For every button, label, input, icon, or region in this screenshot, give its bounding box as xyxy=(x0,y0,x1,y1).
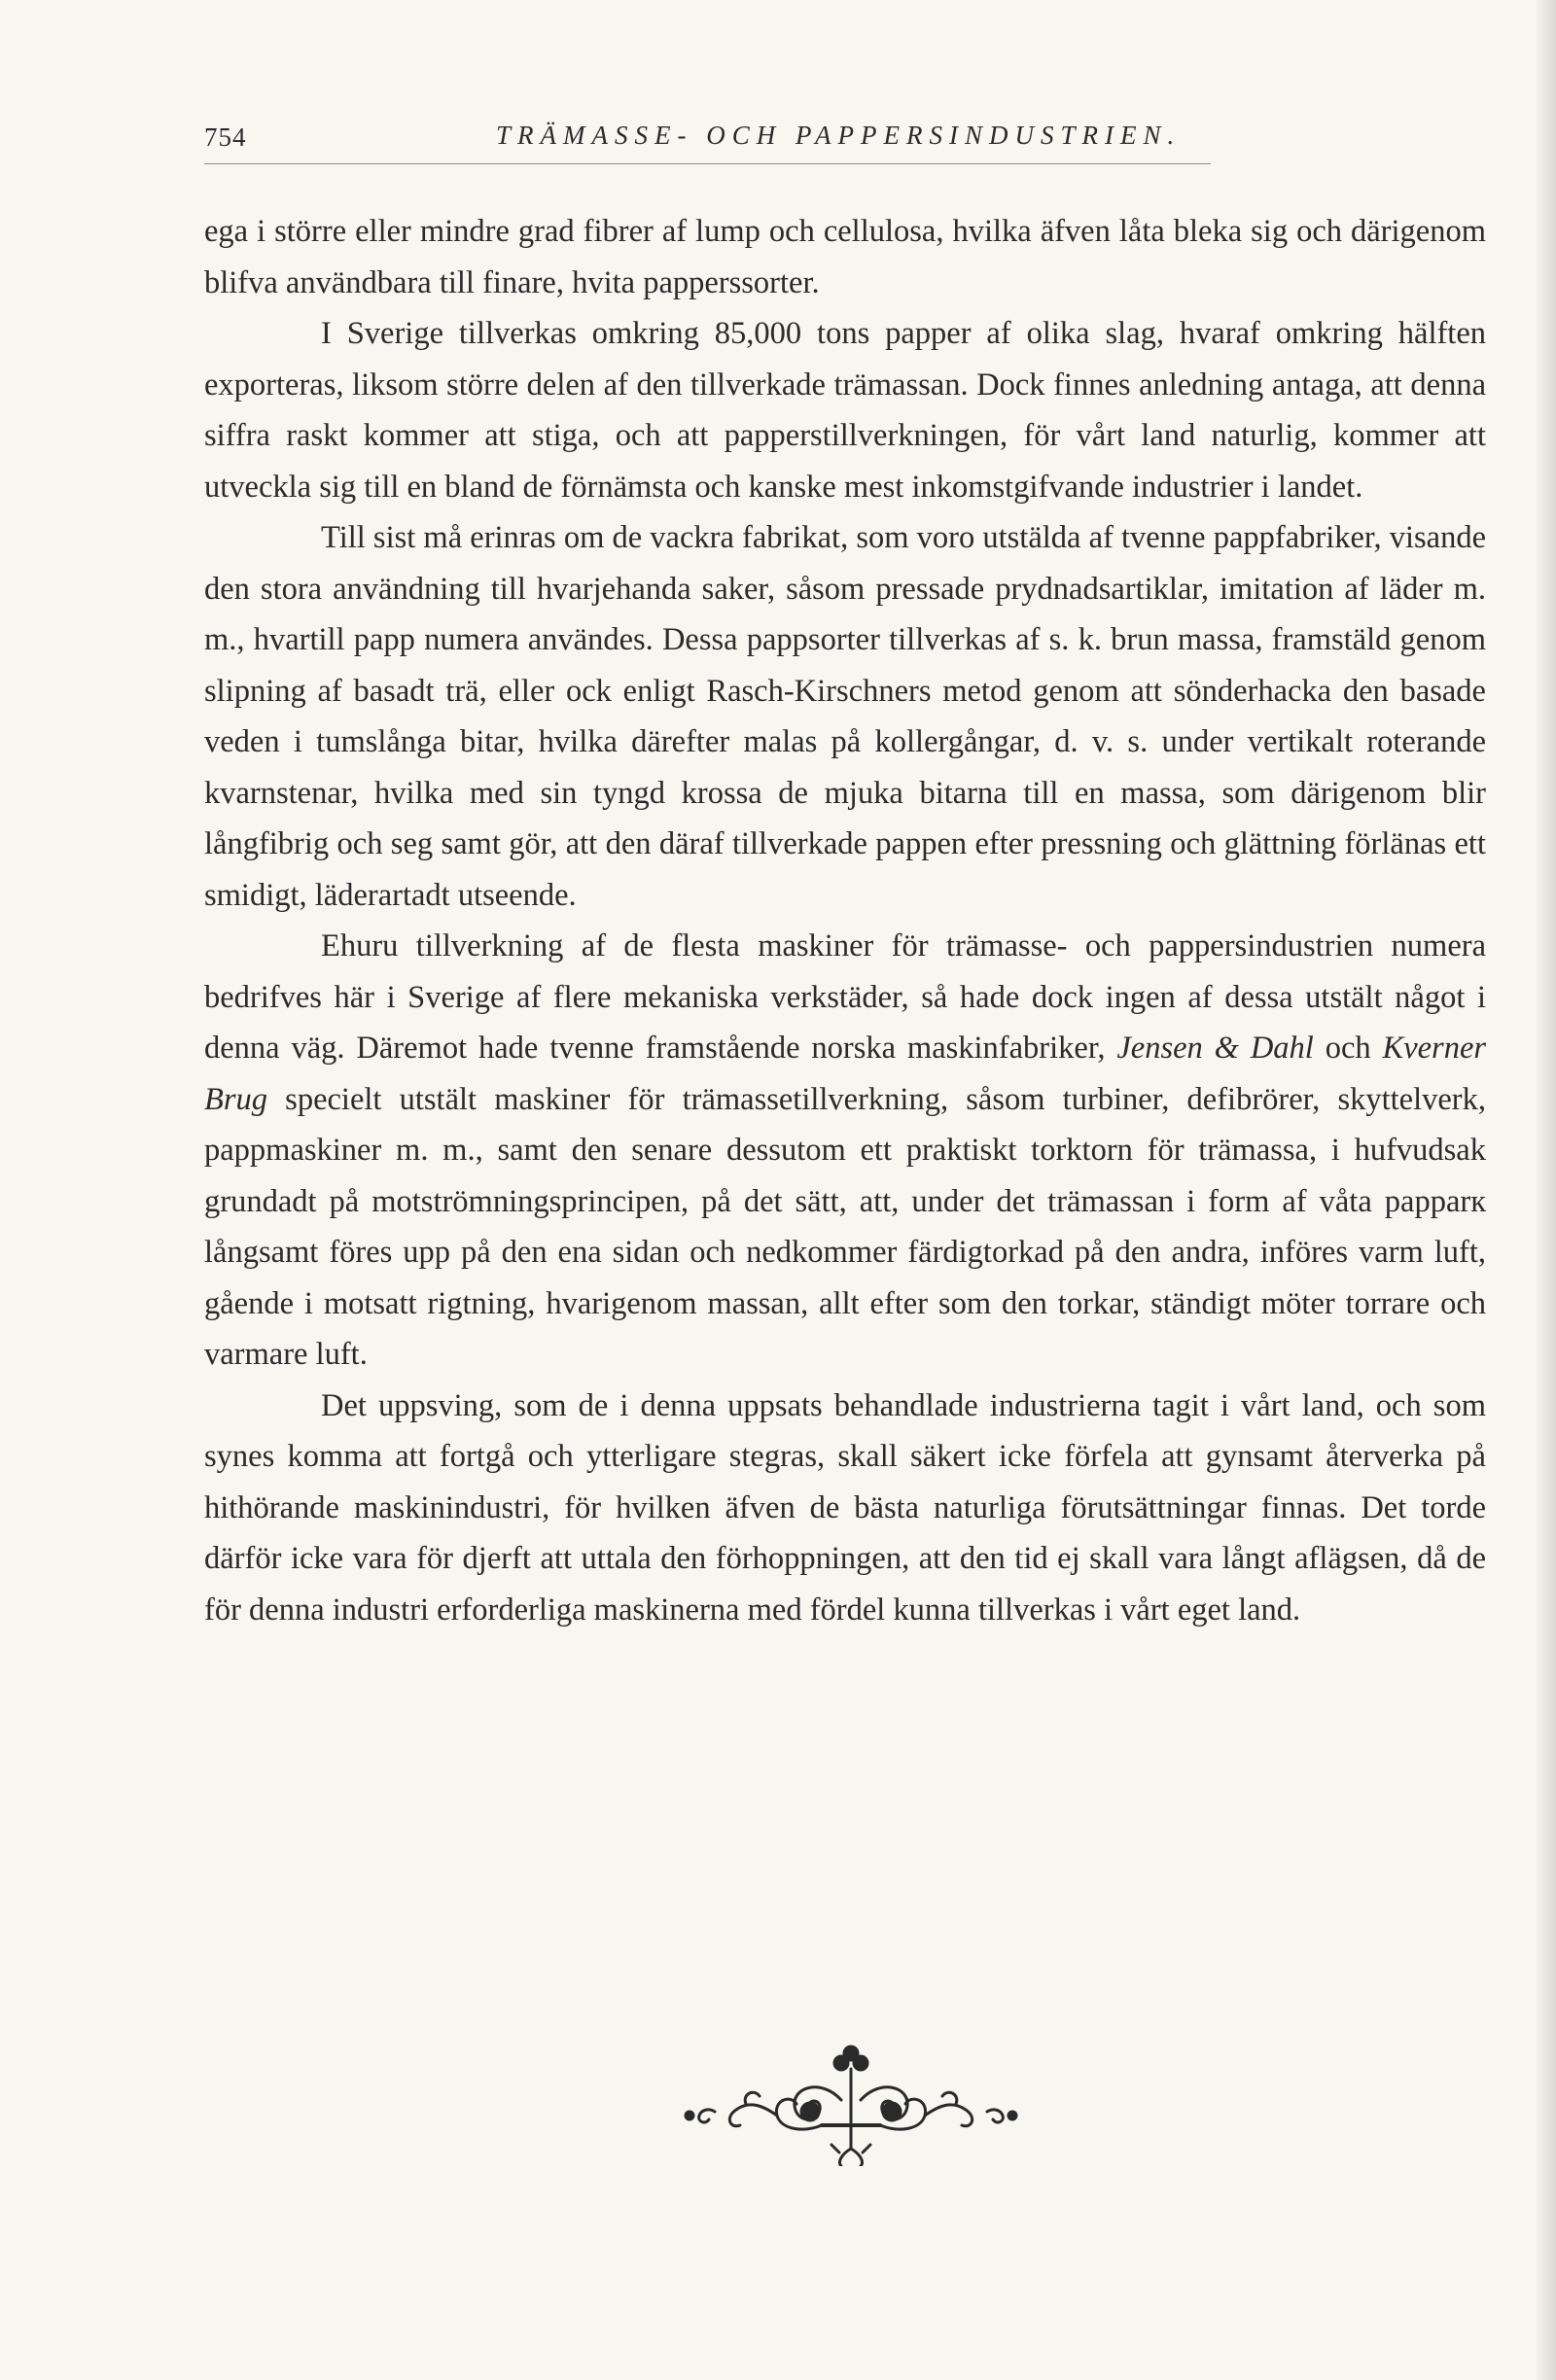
page-edge-shadow xyxy=(1535,0,1556,2380)
paragraph-4-text-a: Ehuru tillverkning af de flesta maskiner för trämasse- och pappersindustrien numera bedrifves här i Sverige af flere mekaniska verkstäder, så hade dock ingen af dessa utstält något i denna väg. Däremot hade tvenne framstående norska maskinfabriker, xyxy=(204,928,1486,1066)
floral-tailpiece-icon xyxy=(676,2040,1026,2166)
paragraph-4 xyxy=(204,921,1486,1381)
body-text xyxy=(204,206,1486,1635)
paragraph-5: Det uppsving, som de i denna uppsats behandlade industrierna tagit i vårt land, och som synes komma att fortgå och ytterligare stegras, skall säkert icke förfela att gynsamt återverka på hithörande maskinindustri, för hvilken äfven de bästa naturliga förutsättningar finnas. Det torde därför icke vara för djerft att uttala den förhoppningen, att den tid ej skall vara långt aflägsen, då de för denna industri erforderliga maskinerna med fördel kunna tillverkas i vårt eget land. xyxy=(204,1387,1486,1628)
paragraph-4-text-b: specielt utstält maskiner för trämassetillverkning, såsom turbiner, defibrörer, skyttelverk, pappmaskiner m. m., samt den senare dessutom ett praktiskt torktorn för trämassa, i hufvudsak grundadt på motströmningsprincipen, på det sätt, att, under det trämassan i form af våta papparк långsamt föres upp på den ena sidan och nedkommer färdigtorkad på den andra, införes varm luft, gående i motsatt rigtning, hvarigenom massan, allt efter som den torkar, ständigt möter torrare och varmare luft. xyxy=(204,1081,1486,1372)
paragraph-2: I Sverige tillverkas omkring 85,000 tons papper af olika slag, hvaraf omkring hälften exporteras, liksom större delen af den tillverkade trämassan. Dock finnes anledning antaga, att denna siffra raskt kommer att stiga, och att papperstillverkningen, för vårt land naturlig, kommer att utveckla sig till en bland de förnämsta och kanske mest inkomstgifvande industrier i landet. xyxy=(204,316,1486,505)
paragraph-4-och: och xyxy=(1313,1031,1383,1066)
paragraph-1: ega i större eller mindre grad fibrer af lump och cellulosa, hvilka äfven låta bleka sig och därigenom blifva användbara till finare, hvita papperssorter. xyxy=(204,214,1486,300)
paragraph-3: Till sist må erinras om de vackra fabrikat, som voro utstälda af tvenne pappfabriker, visande den stora användning till hvarjehanda saker, såsom pressade prydnadsartiklar, imitation af läder m. m., hvartill papp numera användes. Dessa pappsorter tillverkas af s. k. brun massa, framstäld genom slipning af basadt trä, eller ock enligt Rasch-Kirschners metod genom att sönderhacka den basade veden i tumslånga bitar, hvilka därefter malas på kollergångar, d. v. s. under vertikalt roterande kvarnstenar, hvilka med sin tyngd krossa de mjuka bitarna till en massa, som därigenom blir långfibrig och seg samt gör, att den däraf tillverkade pappen efter pressning och glättning förlänas ett smidigt, läderartadt utseende. xyxy=(204,520,1486,913)
firm-name-jensen-dahl: Jensen & Dahl xyxy=(1116,1031,1314,1066)
running-head xyxy=(204,115,1211,164)
firm-name-kverner-brug: Kverner Brug xyxy=(204,1031,1487,1117)
running-title: TRÄMASSE- OCH PAPPERSINDUSTRIEN. xyxy=(496,121,1182,150)
page-number: 754 xyxy=(204,122,247,152)
